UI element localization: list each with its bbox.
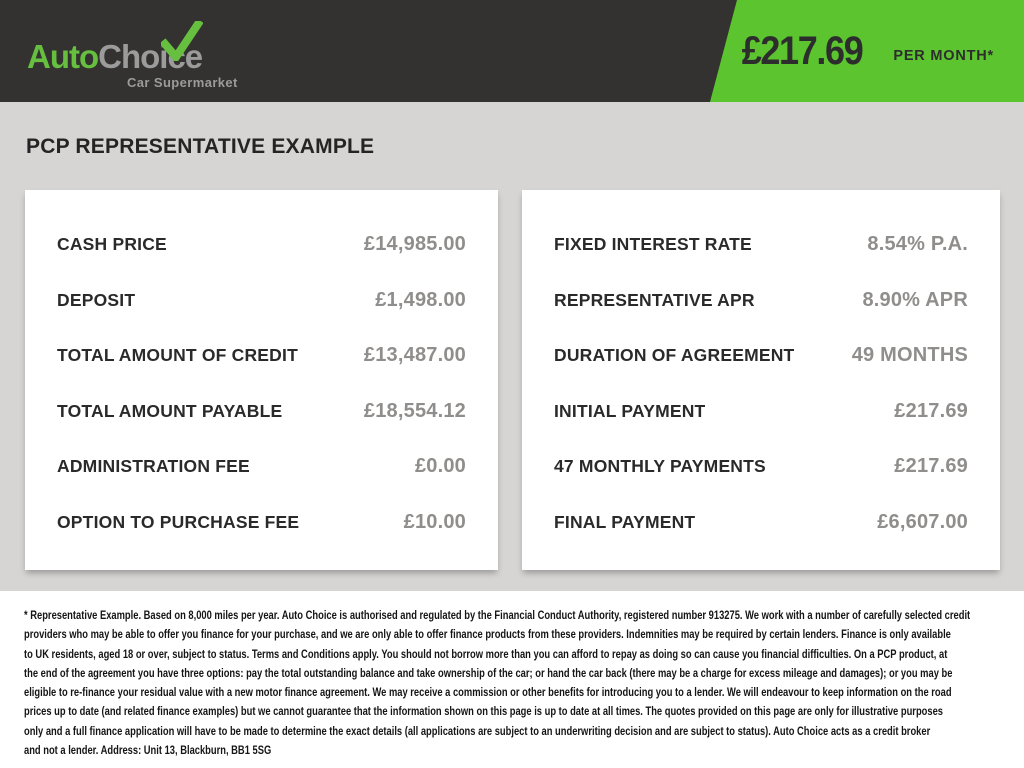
row-value: £1,498.00	[375, 288, 466, 311]
monthly-price-banner	[735, 0, 994, 102]
disclaimer-line: to UK residents, aged 18 or over, subject to status. Terms and Conditions apply. You should not borrow more than you can afford to repay as doing so can cause you financial difficulties. On a PCP product, at	[24, 646, 948, 661]
finance-row	[554, 384, 968, 440]
page-title: PCP REPRESENTATIVE EXAMPLE	[26, 135, 375, 158]
row-value: £10.00	[403, 510, 466, 533]
row-value: 8.54% P.A.	[867, 233, 968, 256]
row-value: 49 MONTHS	[851, 344, 968, 367]
finance-row	[57, 273, 466, 329]
row-value: £0.00	[414, 455, 466, 478]
row-value: £13,487.00	[363, 344, 466, 367]
row-value: £6,607.00	[877, 510, 968, 533]
row-label: FIXED INTEREST RATE	[554, 234, 752, 255]
monthly-price: £217.69	[741, 28, 863, 73]
disclaimer-line: providers who may be able to offer you finance for your purchase, and we are only able to offer finance products from these providers. Indemnities may be required by certain lenders. Finance is only available	[24, 627, 951, 642]
row-value: £217.69	[894, 399, 968, 422]
row-label: REPRESENTATIVE APR	[554, 289, 755, 310]
row-label: CASH PRICE	[57, 234, 167, 255]
finance-row	[554, 328, 968, 384]
finance-row	[554, 439, 968, 495]
disclaimer-line: prices up to date (and related finance examples) but we cannot guarantee that the information shown on this page is up to date at all times. The quotes provided on this page are only for illustrative purposes	[24, 704, 943, 719]
disclaimer-line: only and a full finance application will have to be made to determine the exact details (all applications are subject to an underwriting decision and are subject to status). Auto Choice acts as a credit broker	[24, 723, 931, 738]
row-label: INITIAL PAYMENT	[554, 400, 706, 421]
brand-name-part2: Choice	[98, 38, 203, 75]
finance-row	[57, 384, 466, 440]
disclaimer-line: the end of the agreement you have three options: pay the total outstanding balance and take ownership of the car; or hand the car back (there may be a charge for excess mileage and damages); or you may be	[24, 665, 953, 680]
row-value: £14,985.00	[363, 233, 466, 256]
brand-logo	[27, 40, 238, 89]
disclaimer-section	[0, 591, 1024, 768]
finance-row	[554, 217, 968, 273]
disclaimer-line: and not a lender. Address: Unit 13, Blackburn, BB1 5SG	[24, 743, 272, 758]
row-label: ADMINISTRATION FEE	[57, 456, 250, 477]
main-content	[0, 102, 1024, 591]
finance-row	[57, 217, 466, 273]
row-value: £217.69	[894, 455, 968, 478]
row-label: FINAL PAYMENT	[554, 511, 696, 532]
row-label: DEPOSIT	[57, 289, 136, 310]
finance-row	[554, 273, 968, 329]
row-value: £18,554.12	[363, 399, 466, 422]
row-label: 47 MONTHLY PAYMENTS	[554, 456, 766, 477]
checkmark-icon	[161, 21, 203, 61]
row-label: OPTION TO PURCHASE FEE	[57, 511, 300, 532]
finance-row	[57, 439, 466, 495]
header	[0, 0, 1024, 102]
finance-panel-left	[25, 190, 498, 570]
finance-panel-right	[522, 190, 1000, 570]
per-month-label: PER MONTH*	[893, 48, 994, 64]
brand-tagline: Car Supermarket	[127, 75, 238, 90]
brand-name	[27, 40, 238, 73]
row-label: TOTAL AMOUNT PAYABLE	[57, 400, 283, 421]
disclaimer-line: eligible to re-finance your residual value with a new motor finance agreement. We may receive a commission or other benefits for introducing you to a lender. We will endeavour to keep information on the road	[24, 685, 952, 700]
disclaimer-line: * Representative Example. Based on 8,000 miles per year. Auto Choice is authorised and regulated by the Financial Conduct Authority, registered number 913275. We work with a number of carefully selected credit	[24, 608, 971, 622]
finance-row	[57, 495, 466, 551]
brand-name-part1: Auto	[27, 38, 99, 75]
row-label: TOTAL AMOUNT OF CREDIT	[57, 345, 298, 366]
row-value: 8.90% APR	[862, 288, 968, 311]
finance-row	[554, 495, 968, 551]
row-label: DURATION OF AGREEMENT	[554, 345, 795, 366]
finance-row	[57, 328, 466, 384]
disclaimer-text	[24, 606, 1024, 760]
